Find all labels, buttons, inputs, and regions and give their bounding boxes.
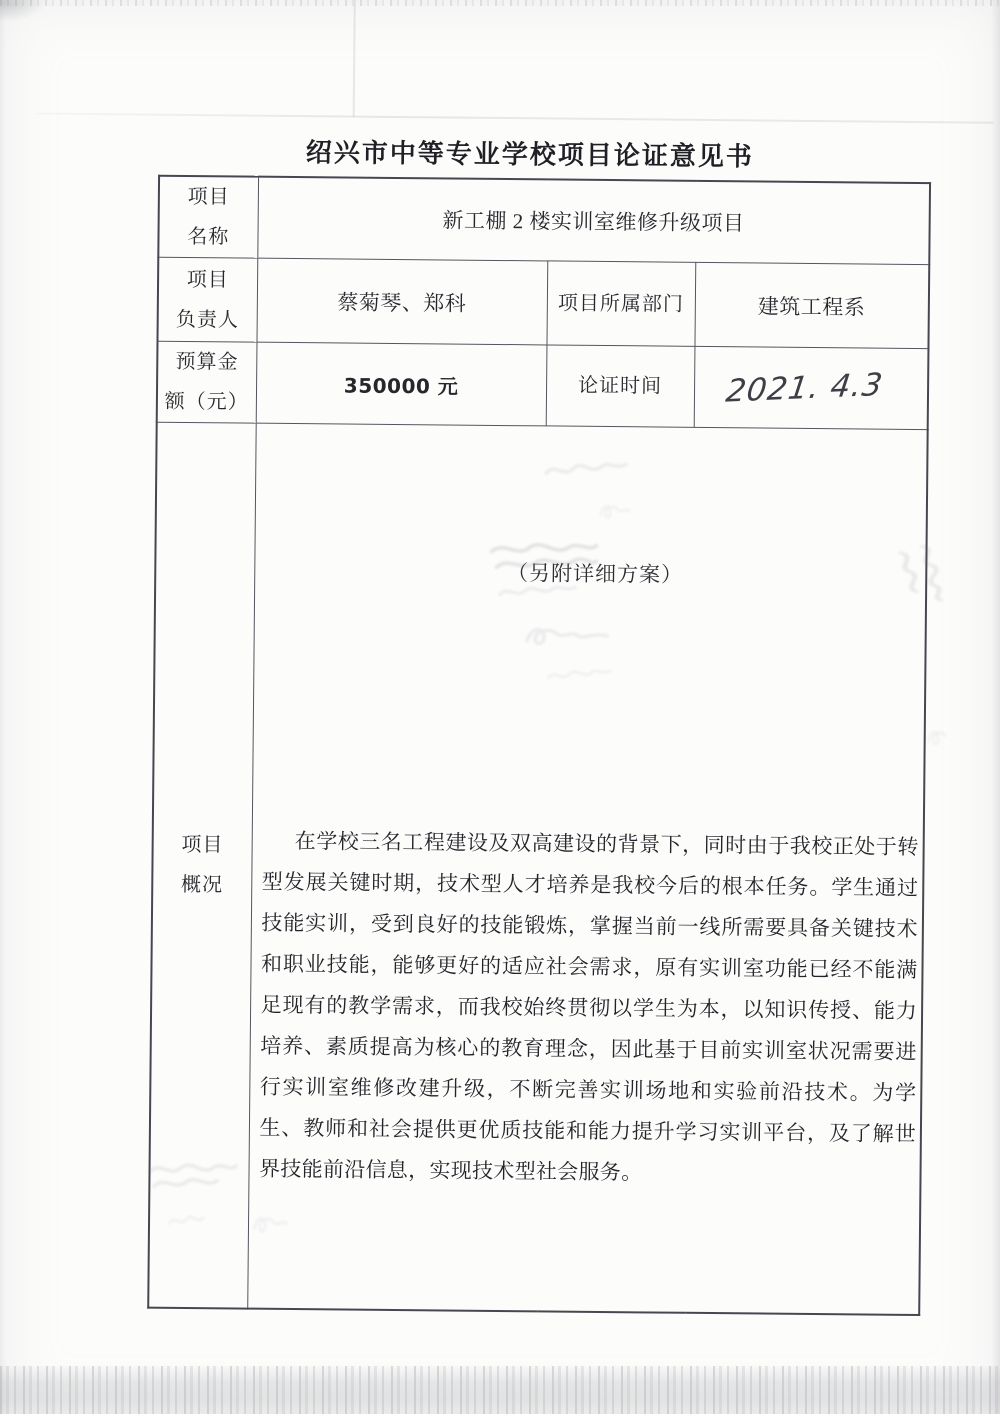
- overview-note: （另附详细方案）: [506, 560, 684, 587]
- budget-label: 预算金 额（元）: [157, 341, 257, 423]
- review-date-cell: [694, 346, 929, 429]
- overview-paragraph: 在学校三名工程建设及双高建设的背景下，同时由于我校正处于转型发展关键时期，技术型人才培养是我校今后的根本任务。学生通过技能实训，受到良好的技能锻炼，掌握当前一线所需要具备关键技术和职业技能，能够更好的适应社会需求，原有实训室功能已经不能满足现有的教学需求，而我校始终贯彻以学生为本，以知识传授、能力培养、素质提高为核心的教育理念，因此基于目前实训室状况需要进行实训室维修改建升级，不断完善实训场地和实验前沿技术。为学生、教师和社会提供更优质技能和能力提升学习实训平台，及了解世界技能前沿信息，实现技术型社会服务。: [258, 828, 919, 1185]
- row-project-leader: [157, 257, 929, 348]
- review-date-handwritten: 2021. 4.3: [724, 366, 886, 410]
- project-review-form: [147, 175, 931, 1316]
- department-value: 建筑工程系: [694, 262, 929, 348]
- overview-cell: [247, 423, 927, 1314]
- department-label: 项目所属部门: [546, 261, 695, 346]
- row-budget: [157, 341, 929, 429]
- document-title: 绍兴市中等专业学校项目论证意见书: [305, 137, 754, 172]
- project-leader-label: 项目 负责人: [157, 257, 257, 342]
- overview-label: 项目 概况: [148, 422, 255, 1308]
- budget-value: 350000 元: [256, 342, 547, 426]
- bleed-through-mark: [925, 724, 980, 751]
- project-name-label: 项目 名称: [158, 176, 258, 258]
- scan-noise-edge-left: [0, 0, 6, 1414]
- bleed-through-horizontal-line: [36, 113, 994, 124]
- project-leader-value: 蔡菊琴、郑科: [256, 258, 547, 345]
- bleed-through-vertical-line: [353, 0, 356, 117]
- scan-noise-edge-right: [991, 0, 1000, 1414]
- scan-noise-band-top: [0, 0, 1000, 6]
- scan-smudge-top-left: [0, 0, 46, 22]
- row-project-name: [158, 176, 930, 265]
- review-time-label: 论证时间: [546, 345, 695, 427]
- scan-noise-band-bottom: [0, 1366, 1000, 1414]
- row-overview: [148, 422, 927, 1314]
- project-name-value: 新工棚 2 楼实训室维修升级项目: [257, 177, 930, 265]
